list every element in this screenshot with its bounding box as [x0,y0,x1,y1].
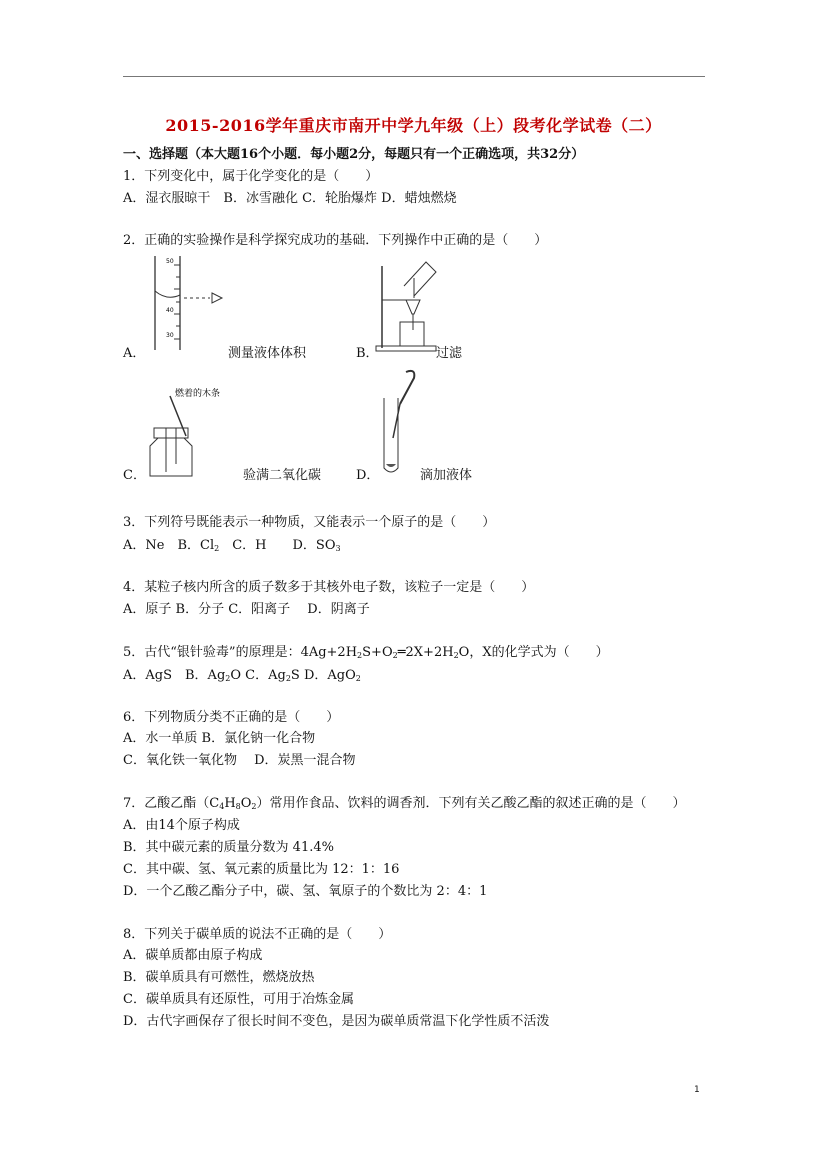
figure-dropper-test-tube [376,368,426,480]
question-3-options: A．Ne B．$Cl_2$ C．H D．$SO_3$ [123,538,341,553]
question-8-option-d: D．古代字画保存了很长时间不变色，是因为碳单质常温下化学性质不活泼 [123,1014,550,1029]
question-7-option-b: B．其中碳元素的质量分数为 41.4% [123,840,334,855]
scale-label: 30 [166,332,174,339]
scale-label: 50 [166,258,174,265]
question-3-stem: 3．下列符号既能表示一种物质，又能表示一个原子的是（ ） [123,515,496,530]
question-6-options-2: C．氧化铁一氧化物 D．炭黑一混合物 [123,753,356,768]
question-8-stem: 8．下列关于碳单质的说法不正确的是（ ） [123,927,392,942]
question-6-options-1: A．水一单质 B．氯化钠一化合物 [123,731,316,746]
question-7-option-a: A．由14个原子构成 [123,818,240,833]
figure-label: 燃着的木条 [175,389,221,399]
question-7-option-d: D．一个乙酸乙酯分子中，碳、氢、氧原子的个数比为 2：4：1 [123,884,488,899]
figure-gas-bottle [140,384,230,480]
question-1-stem: 1．下列变化中，属于化学变化的是（ ） [123,169,379,184]
figure-measuring-cylinder [140,253,230,353]
page-number: 1 [694,1085,700,1095]
question-8-option-c: C．碳单质具有还原性，可用于冶炼金属 [123,992,354,1007]
question-1-options: A．湿衣服晾干 B．冰雪融化 C．轮胎爆炸 D．蜡烛燃烧 [123,191,457,206]
option-d-caption: 滴加液体 [420,468,473,483]
question-2-stem: 2．正确的实验操作是科学探究成功的基础．下列操作中正确的是（ ） [123,233,548,248]
section-heading: 一、选择题（本大题16个小题．每小题2分，每题只有一个正确选项，共32分） [123,147,585,162]
option-c-caption: 验满二氧化碳 [243,468,322,483]
scale-label: 40 [166,307,174,314]
question-5-options: A．AgS B．$Ag_2O$ C．$Ag_2S$ D．AgO$_2$ [123,668,361,683]
option-b-caption: 过滤 [436,346,463,361]
question-8-option-a: A．碳单质都由原子构成 [123,948,263,963]
question-6-stem: 6．下列物质分类不正确的是（ ） [123,710,340,725]
question-4-options: A．原子 B．分子 C．阳离子 D．阴离子 [123,602,370,617]
option-a-caption: 测量液体体积 [228,346,307,361]
question-8-option-b: B．碳单质具有可燃性，燃烧放热 [123,970,315,985]
option-b-letter: B． [356,346,379,361]
question-4-stem: 4．某粒子核内所含的质子数多于其核外电子数，该粒子一定是（ ） [123,580,535,595]
page-title: 2015-2016学年重庆市南开中学九年级（上）段考化学试卷（二） [165,116,662,135]
option-d-letter: D． [356,468,380,483]
question-7-option-c: C．其中碳、氢、氧元素的质量比为 12：1：16 [123,862,400,877]
header-rule [123,76,705,77]
question-5-stem: 5．古代“银针验毒”的原理是：$4Ag+2H_2S+O_2═2X+2H_2O$，X的化学式为（ ） [123,645,609,660]
option-c-letter: C． [123,468,146,483]
option-a-letter: A． [123,346,146,361]
question-7-stem: 7．乙酸乙酯$(C_4H_8O_2)$常用作食品、饮料的调香剂．下列有关乙酸乙酯的叙述正确的是（ ） [123,796,686,811]
